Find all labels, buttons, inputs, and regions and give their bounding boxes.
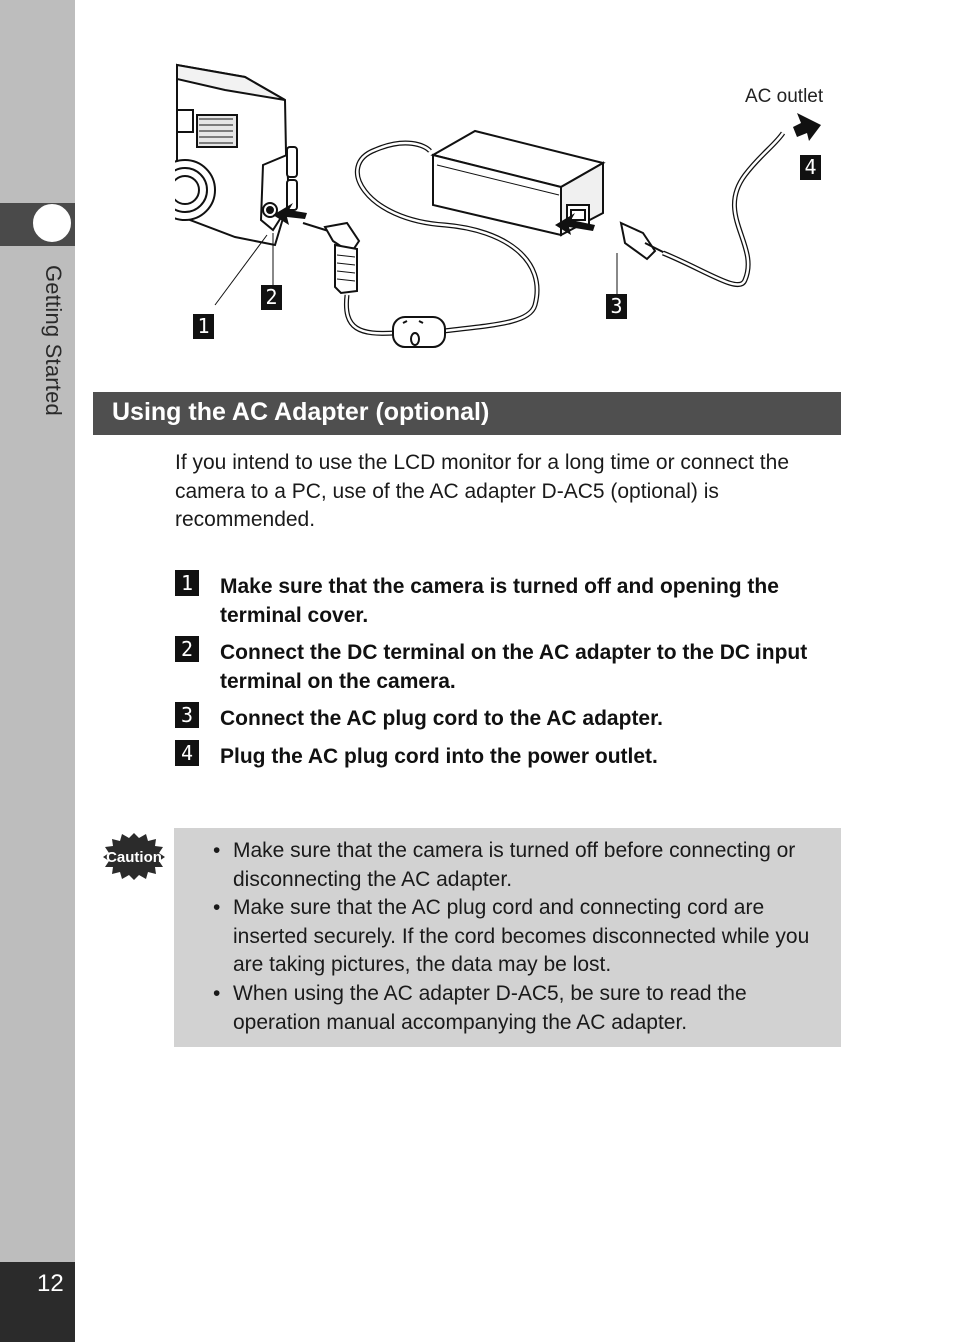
bullet-dot: • [213, 896, 221, 919]
step-text: Plug the AC plug cord into the power outlet. [220, 745, 658, 768]
step-text: Connect the AC plug cord to the AC adapter. [220, 707, 663, 730]
section-tab-marker [32, 203, 72, 243]
svg-text:Caution: Caution [106, 849, 162, 866]
bullet-text: When using the AC adapter D-AC5, be sure to read the operation manual accompanying the AC adapter. [233, 982, 747, 1034]
ac-outlet-label: AC outlet [745, 86, 824, 107]
callout-4: 4 [800, 155, 821, 180]
step-text: Make sure that the camera is turned off and opening the terminal cover. [220, 575, 779, 627]
callout-1: 1 [193, 314, 214, 339]
callout-2: 2 [261, 285, 282, 310]
ac-plug-illustration [621, 223, 665, 259]
step-number: 1 [175, 570, 199, 596]
dc-plug-illustration [303, 223, 359, 293]
ferrite-core-illustration [393, 317, 445, 347]
caution-icon [102, 832, 166, 880]
bullet-text: Make sure that the camera is turned off before connecting or disconnecting the AC adapter. [233, 839, 796, 891]
bullet-dot: • [213, 982, 221, 1005]
section-title: Using the AC Adapter (optional) [112, 398, 490, 426]
ac-adapter-illustration [433, 131, 603, 235]
step-number: 4 [175, 740, 199, 766]
sidebar [0, 0, 75, 1342]
callout-3: 3 [606, 294, 627, 319]
step-number: 2 [175, 636, 199, 662]
page-number: 12 [37, 1270, 64, 1297]
bullet-dot: • [213, 839, 221, 862]
section-label: Getting Started [41, 265, 66, 416]
intro-paragraph: If you intend to use the LCD monitor for a long time or connect the camera to a PC, use of the AC adapter D-AC5 (optional) is recommended. [175, 451, 790, 531]
bullet-text: Make sure that the AC plug cord and connecting cord are inserted securely. If the cord becomes disconnected while you are taking pictures, the data may be lost. [233, 896, 810, 976]
step-text: Connect the DC terminal on the AC adapter to the DC input terminal on the camera. [220, 641, 808, 693]
step-number: 3 [175, 702, 199, 728]
